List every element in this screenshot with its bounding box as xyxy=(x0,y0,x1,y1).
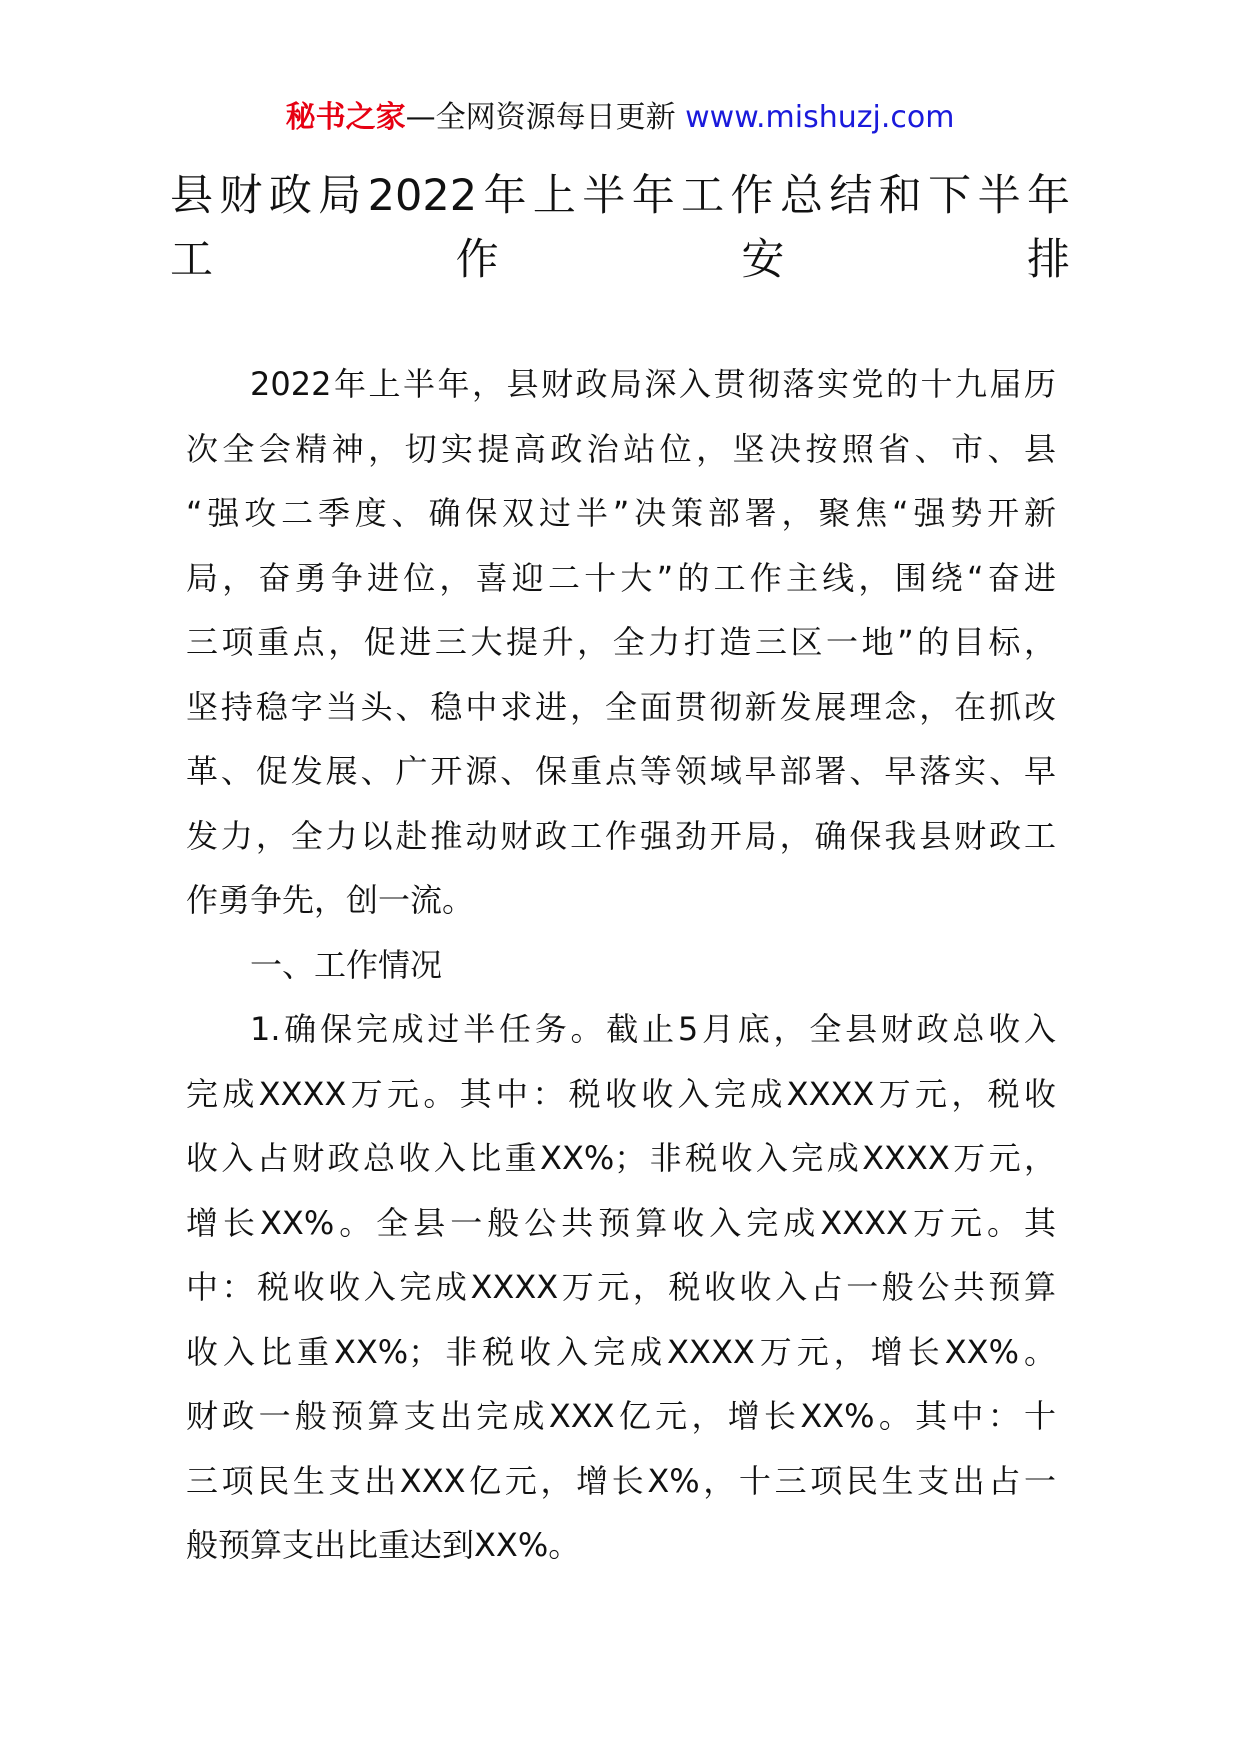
text-line: “强攻二季度、确保双过半”决策部署，聚焦“强势开新 xyxy=(186,494,1056,532)
text-line: 财政一般预算支出完成XXX亿元，增长XX%。其中：十 xyxy=(186,1397,1056,1435)
text-line: 1.确保完成过半任务。截止5月底，全县财政总收入 xyxy=(250,1010,1056,1048)
item1-paragraph xyxy=(186,997,1056,1578)
text-line: 收入比重XX%；非税收入完成XXXX万元，增长XX%。 xyxy=(186,1332,1056,1371)
text-line: 坚持稳字当头、稳中求进，全面贯彻新发展理念，在抓改 xyxy=(186,687,1056,726)
text-line: 革、促发展、广开源、保重点等领域早部署、早落实、早 xyxy=(186,752,1056,790)
document-title xyxy=(170,164,1070,292)
text-line: 完成XXXX万元。其中：税收收入完成XXXX万元，税收 xyxy=(186,1074,1056,1113)
text-line: 三项重点，促进三大提升，全力打造三区一地”的目标， xyxy=(186,623,1056,661)
text-line: 中：税收收入完成XXXX万元，税收收入占一般公共预算 xyxy=(186,1268,1056,1306)
text-line: 三项民生支出XXX亿元，增长X%，十三项民生支出占一 xyxy=(186,1461,1056,1500)
section-heading: 一、工作情况 xyxy=(250,945,443,984)
text-line: 2022年上半年，县财政局深入贯彻落实党的十九届历 xyxy=(250,365,1056,403)
section-heading-paragraph xyxy=(186,933,1056,998)
site-url-link[interactable]: www.mishuzj.com xyxy=(685,100,955,135)
intro-paragraph xyxy=(186,352,1056,933)
text-line: 收入占财政总收入比重XX%；非税收入完成XXXX万元， xyxy=(186,1139,1056,1177)
text-line: 增长XX%。全县一般公共预算收入完成XXXX万元。其 xyxy=(186,1203,1056,1242)
text-line: 发力，全力以赴推动财政工作强劲开局，确保我县财政工 xyxy=(186,816,1056,855)
header-tagline: —全网资源每日更新 xyxy=(405,100,686,135)
brand-name: 秘书之家 xyxy=(285,100,406,135)
title-line: 县财政局2022年上半年工作总结和下半年 xyxy=(170,171,1070,221)
document-body xyxy=(186,352,1056,1578)
text-line: 作勇争先，创一流。 xyxy=(186,881,475,919)
site-header xyxy=(0,98,1240,138)
text-line: 般预算支出比重达到XX%。 xyxy=(186,1526,581,1564)
title-line: 工作安排 xyxy=(170,235,1070,285)
text-line: 局，奋勇争进位，喜迎二十大”的工作主线，围绕“奋进 xyxy=(186,558,1056,597)
text-line: 次全会精神，切实提高政治站位，坚决按照省、市、县 xyxy=(186,429,1056,468)
